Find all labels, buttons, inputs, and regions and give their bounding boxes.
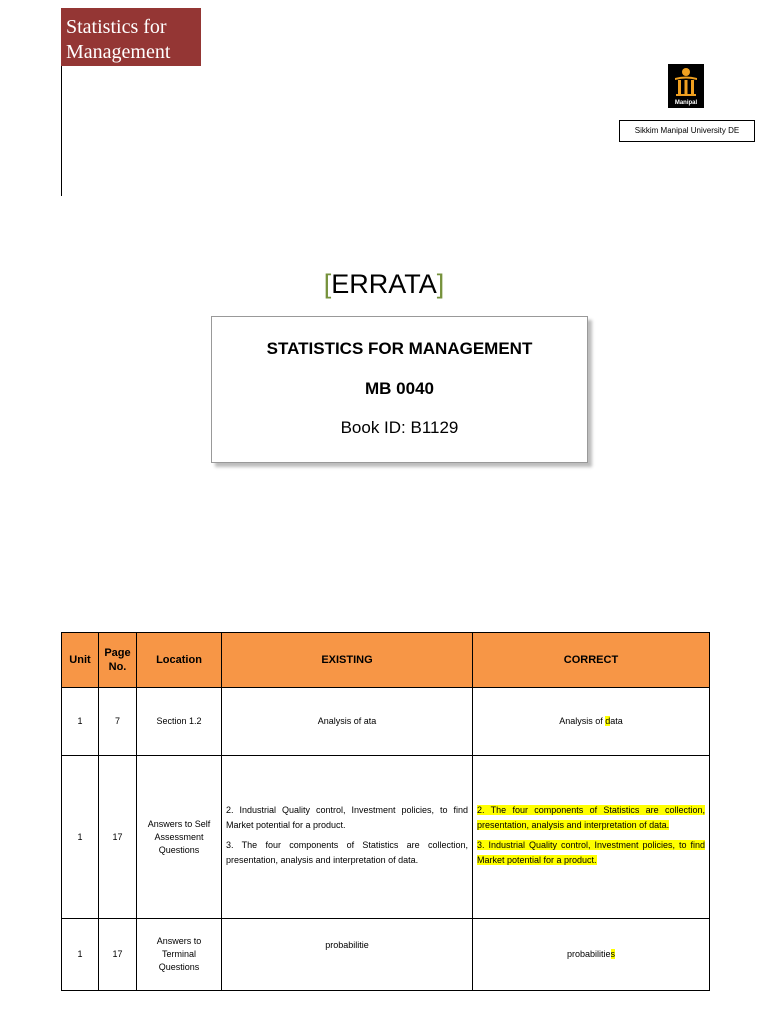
title-line-2: Management — [66, 41, 171, 63]
correct-text-start: probabilitie — [566, 949, 611, 959]
header-correct: CORRECT — [473, 633, 710, 688]
left-vertical-rule — [61, 66, 62, 196]
cell-correct — [473, 919, 710, 991]
cell-unit: 1 — [62, 756, 99, 919]
errata-open-bracket: [ — [323, 269, 332, 299]
cell-location: Section 1.2 — [137, 688, 222, 756]
book-title: STATISTICS FOR MANAGEMENT — [266, 339, 533, 358]
correct-point-2: 2. The four components of Statistics are collection, presentation, analysis and interpretation of data. — [477, 805, 705, 830]
existing-point-3: 3. The four components of Statistics are collection, presentation, analysis and interpretation of data. — [226, 840, 468, 865]
book-code: MB 0040 — [365, 379, 434, 398]
cell-location: Answers to Terminal Questions — [137, 919, 222, 991]
correct-point-3: 3. Industrial Quality control, Investment policies, to find Market potential for a product. — [477, 840, 705, 865]
table-row — [62, 688, 710, 756]
cell-correct — [473, 756, 710, 919]
university-label: Sikkim Manipal University DE — [619, 120, 755, 142]
cell-correct — [473, 688, 710, 756]
header-location: Location — [137, 633, 222, 688]
table-row — [62, 756, 710, 919]
book-id: Book ID: B1129 — [340, 418, 459, 437]
cell-existing: Analysis of ata — [222, 688, 473, 756]
header-existing: EXISTING — [222, 633, 473, 688]
cell-existing — [222, 756, 473, 919]
table-row — [62, 919, 710, 991]
header-page-no: Page No. — [99, 633, 137, 688]
title-line-1: Statistics for — [66, 16, 167, 38]
table-header-row — [62, 633, 710, 688]
cell-location: Answers to Self Assessment Questions — [137, 756, 222, 919]
document-title-banner — [61, 8, 201, 66]
errata-table — [61, 632, 710, 991]
correct-highlight: s — [610, 949, 616, 959]
cell-page: 17 — [99, 756, 137, 919]
cell-unit: 1 — [62, 919, 99, 991]
errata-heading — [0, 264, 768, 304]
manipal-logo — [668, 64, 704, 108]
logo-text: Manipal — [674, 100, 698, 106]
correct-text-end: ata — [610, 716, 623, 726]
errata-word: ERRATA — [331, 269, 437, 299]
correct-text-start: Analysis of — [559, 716, 606, 726]
existing-point-2: 2. Industrial Quality control, Investment policies, to find Market potential for a product. — [226, 805, 468, 830]
header-unit: Unit — [62, 633, 99, 688]
cell-page: 7 — [99, 688, 137, 756]
correct-highlight: d — [605, 716, 611, 726]
cell-existing: probabilitie — [222, 919, 473, 991]
cell-page: 17 — [99, 919, 137, 991]
errata-close-bracket: ] — [436, 269, 445, 299]
cell-unit: 1 — [62, 688, 99, 756]
manipal-emblem-icon — [668, 64, 704, 100]
book-info-box — [211, 316, 588, 463]
